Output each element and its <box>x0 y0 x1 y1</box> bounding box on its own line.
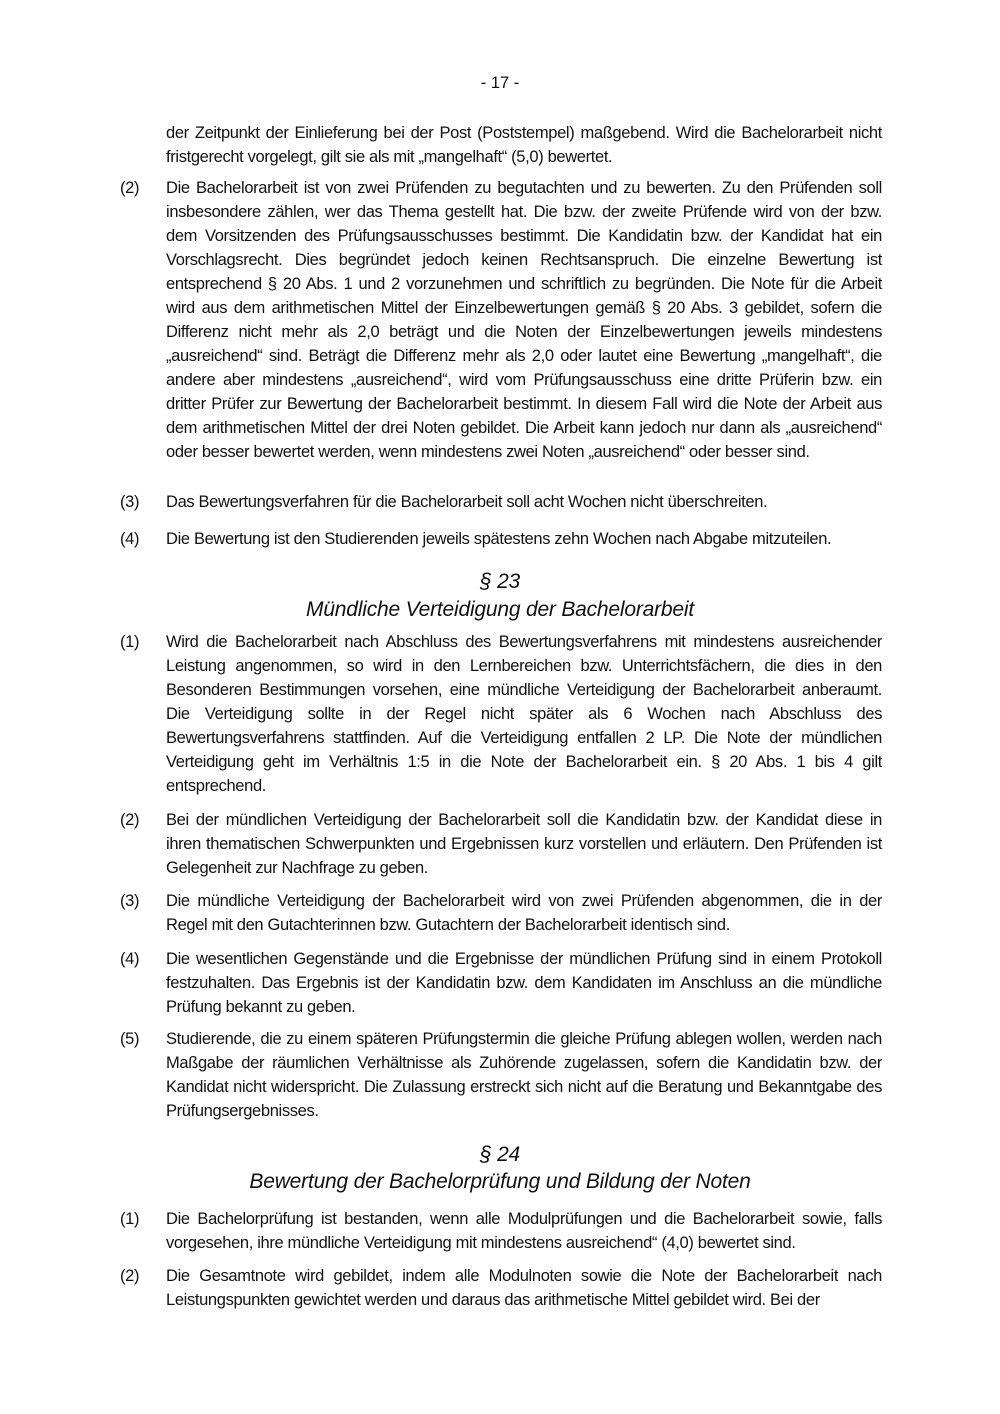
paragraph-text: Die Gesamtnote wird gebildet, indem alle Modulnoten sowie die Note der Bachelorarbeit nach Leistungspunkten gewichtet werden und daraus das arithmetische Mittel gebildet wird. Bei der <box>166 1267 882 1309</box>
paragraph-24-2 <box>120 1264 882 1312</box>
paragraph-22-2 <box>120 176 882 464</box>
paragraph-text: Die Bachelorarbeit ist von zwei Prüfenden zu begutachten und zu bewerten. Zu den Prüfenden soll insbesondere zählen, wer das Thema gestellt hat. Die bzw. der zweite Prüfende wird von der bzw. dem Vorsitzenden des Prüfungsausschusses bestimmt. Die Kandidatin bzw. der Kandidat hat ein Vorschlagsrecht. Dies begründet jedoch keinen Rechtsanspruch. Die einzelne Bewertung ist entsprechend § 20 Abs. 1 und 2 vorzunehmen und schriftlich zu begründen. Die Note für die Arbeit wird aus dem arithmetischen Mittel der Einzelbewertungen gemäß § 20 Abs. 3 gebildet, sofern die Differenz nicht mehr als 2,0 beträgt und die Noten der Einzelbewertungen jeweils mindestens „ausreichend“ sind. Beträgt die Differenz mehr als 2,0 oder lautet eine Bewertung „mangelhaft“, die andere aber mindestens „ausreichend“, wird vom Prüfungsausschuss eine dritte Prüferin bzw. ein dritter Prüfer zur Bewertung der Bachelorarbeit bestimmt. In diesem Fall wird die Note der Arbeit aus dem arithmetischen Mittel der drei Noten gebildet. Die Arbeit kann jedoch nur dann als „ausreichend“ oder besser bewertet werden, wenn mindestens zwei Noten „ausreichend“ oder besser sind. <box>166 179 882 461</box>
paragraph-number: (4) <box>120 530 140 548</box>
section-title-24: Bewertung der Bachelorprüfung und Bildung der Noten <box>249 1170 751 1193</box>
paragraph-text: Wird die Bachelorarbeit nach Abschluss des Bewertungsverfahrens mit mindestens ausreichender Leistung angenommen, so wird in den Lernbereichen bzw. Unterrichtsfächern, die dies in den Besonderen Bestimmungen vorsehen, eine mündliche Verteidigung der Bachelorarbeit anberaumt. Die Verteidigung sollte in der Regel nicht später als 6 Wochen nach Abschluss des Bewertungsverfahrens stattfinden. Auf die Verteidigung entfallen 2 LP. Die Note der mündlichen Verteidigung geht im Verhältnis 1:5 in die Note der Bachelorarbeit ein. § 20 Abs. 1 bis 4 gilt entsprechend. <box>166 633 882 795</box>
paragraph-23-2 <box>120 808 882 880</box>
paragraph-number: (2) <box>120 811 140 829</box>
paragraph-23-1 <box>120 630 882 798</box>
paragraph-23-4 <box>120 947 882 1019</box>
paragraph-number: (3) <box>120 493 140 511</box>
paragraph-23-5 <box>120 1027 882 1123</box>
paragraph-text: Die mündliche Verteidigung der Bachelorarbeit wird von zwei Prüfenden abgenommen, die in der Regel mit den Gutachterinnen bzw. Gutachtern der Bachelorarbeit identisch sind. <box>166 892 882 934</box>
continuation-paragraph: der Zeitpunkt der Einlieferung bei der Post (Poststempel) maßgebend. Wird die Bachelorarbeit nicht fristgerecht vorgelegt, gilt sie als mit „mangelhaft“ (5,0) bewertet. <box>166 124 882 166</box>
paragraph-number: (2) <box>120 179 140 197</box>
section-number-24: § 24 <box>479 1143 521 1166</box>
paragraph-number: (4) <box>120 950 140 968</box>
paragraph-number: (3) <box>120 892 140 910</box>
paragraph-text: Die Bachelorprüfung ist bestanden, wenn alle Modulprüfungen und die Bachelorarbeit sowie, falls vorgesehen, ihre mündliche Verteidigung mit mindestens ausreichend“ (4,0) bewertet sind. <box>166 1210 882 1252</box>
paragraph-text: Bei der mündlichen Verteidigung der Bachelorarbeit soll die Kandidatin bzw. der Kandidat diese in ihren thematischen Schwerpunkten und Ergebnissen kurz vorstellen und erläutern. Den Prüfenden ist Gelegenheit zur Nachfrage zu geben. <box>166 811 882 877</box>
section-number-23: § 23 <box>479 570 521 593</box>
paragraph-22-4 <box>120 527 882 551</box>
paragraph-text: Die Bewertung ist den Studierenden jeweils spätestens zehn Wochen nach Abgabe mitzuteilen. <box>166 530 832 548</box>
paragraph-number: (1) <box>120 633 140 651</box>
paragraph-text: Studierende, die zu einem späteren Prüfungstermin die gleiche Prüfung ablegen wollen, werden nach Maßgabe der räumlichen Verhältnisse als Zuhörende zugelassen, sofern die Kandidatin bzw. der Kandidat nicht widerspricht. Die Zulassung erstreckt sich nicht auf die Beratung und Bekanntgabe des Prüfungsergebnisses. <box>166 1030 882 1120</box>
paragraph-text: Das Bewertungsverfahren für die Bachelorarbeit soll acht Wochen nicht überschreiten. <box>166 493 768 511</box>
paragraph-22-3 <box>120 490 882 514</box>
paragraph-24-1 <box>120 1207 882 1255</box>
paragraph-number: (1) <box>120 1210 140 1228</box>
paragraph-23-3 <box>120 889 882 937</box>
page-number: - 17 - <box>480 74 520 92</box>
paragraph-number: (2) <box>120 1267 140 1285</box>
section-title-23: Mündliche Verteidigung der Bachelorarbeit <box>306 598 694 621</box>
paragraph-number: (5) <box>120 1030 140 1048</box>
paragraph-text: Die wesentlichen Gegenstände und die Ergebnisse der mündlichen Prüfung sind in einem Protokoll festzuhalten. Das Ergebnis ist der Kandidatin bzw. dem Kandidaten im Anschluss an die mündliche Prüfung bekannt zu geben. <box>166 950 882 1016</box>
